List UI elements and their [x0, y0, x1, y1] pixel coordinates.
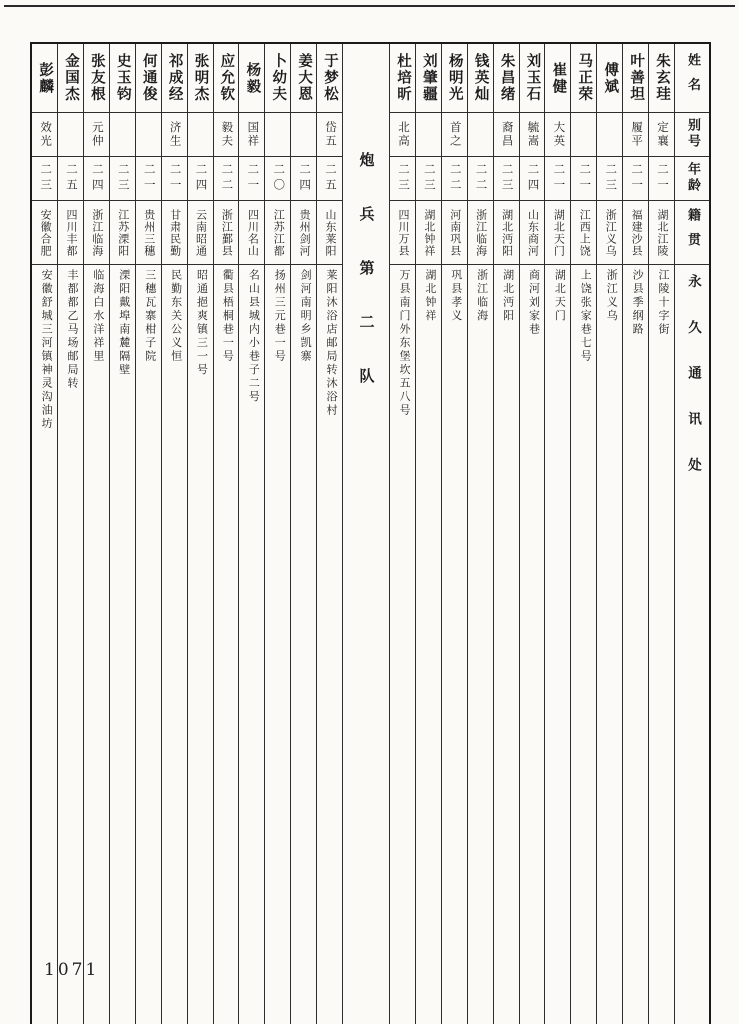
native-place-cell: 湖北沔阳: [494, 200, 519, 264]
alias-cell: [468, 112, 493, 156]
address-cell: 昭通挹爽镇三一号: [188, 264, 213, 512]
age-cell: 二一: [571, 156, 596, 200]
name-cell: 杜培昕: [394, 53, 411, 103]
address-cell: 上饶张家巷七号: [571, 264, 596, 512]
alias-cell: [571, 112, 596, 156]
name-cell: 朱玄珪: [654, 53, 670, 103]
page-top-rule: [4, 5, 735, 7]
native-place-cell: 福建沙县: [623, 200, 648, 264]
person-column: [441, 44, 467, 1024]
native-place-cell: 浙江临海: [468, 200, 493, 264]
person-column: [187, 44, 213, 1024]
age-cell: 二三: [110, 156, 135, 200]
address-cell: 民勤东关公义恒: [162, 264, 187, 512]
header-column: [674, 44, 709, 1024]
alias-cell: [58, 112, 83, 156]
alias-cell: 大英: [545, 112, 570, 156]
native-place-cell: 浙江义乌: [597, 200, 622, 264]
age-cell: 二三: [32, 156, 57, 200]
person-column: [467, 44, 493, 1024]
person-column: [135, 44, 161, 1024]
alias-cell: [597, 112, 622, 156]
age-cell: 二〇: [265, 156, 290, 200]
column-header-address-cell: 永久通讯处: [675, 264, 709, 512]
age-cell: 二一: [623, 156, 648, 200]
name-cell: 杨明光: [446, 53, 463, 103]
native-place-cell: 云南昭通: [188, 200, 213, 264]
unit-divider-column: [342, 44, 389, 1024]
name-cell: 于梦松: [322, 53, 339, 103]
age-cell: 二二: [468, 156, 493, 200]
age-cell: 二四: [291, 156, 316, 200]
native-place-cell: 贵州剑河: [291, 200, 316, 264]
alias-cell: [291, 112, 316, 156]
person-column: [648, 44, 674, 1024]
alias-cell: 北高: [390, 112, 415, 156]
address-cell: 溧阳戴埠南麓隔壁: [110, 264, 135, 512]
person-column: [32, 44, 57, 1024]
unit-divider-label: 炮兵第二队: [357, 152, 374, 422]
column-header-name-cell: 姓名: [686, 53, 701, 103]
address-cell: 巩县孝义: [442, 264, 467, 512]
person-column: [83, 44, 109, 1024]
address-cell: 浙江临海: [468, 264, 493, 512]
person-column: [57, 44, 83, 1024]
age-cell: 二二: [214, 156, 239, 200]
column-header-native-place-cell: 籍贯: [675, 200, 709, 264]
person-column: [596, 44, 622, 1024]
roster-table-top: [30, 42, 711, 1024]
alias-cell: 济生: [162, 112, 187, 156]
alias-cell: [188, 112, 213, 156]
address-cell: 万县南门外东堡坎五八号: [390, 264, 415, 512]
name-cell: 金国杰: [62, 53, 79, 103]
native-place-cell: 江苏江都: [265, 200, 290, 264]
person-column: [622, 44, 648, 1024]
age-cell: 二五: [58, 156, 83, 200]
name-cell: 祁成经: [166, 53, 183, 103]
person-column: [389, 44, 415, 1024]
address-cell: 临海白水洋祥里: [84, 264, 109, 512]
age-cell: 二四: [84, 156, 109, 200]
native-place-cell: 四川丰都: [58, 200, 83, 264]
name-cell: 刘肇疆: [420, 53, 437, 103]
name-cell: 张友根: [88, 53, 105, 103]
name-cell: 张明杰: [192, 53, 209, 103]
address-cell: 三穗瓦寨柑子院: [136, 264, 161, 512]
person-column: [415, 44, 441, 1024]
address-cell: 湖北天门: [545, 264, 570, 512]
address-cell: 湖北钟祥: [416, 264, 441, 512]
column-header-alias-cell: 别号: [675, 112, 709, 156]
native-place-cell: 贵州三穗: [136, 200, 161, 264]
native-place-cell: 四川名山: [239, 200, 264, 264]
age-cell: 二一: [239, 156, 264, 200]
native-place-cell: 湖北天门: [545, 200, 570, 264]
native-place-cell: 安徽合肥: [32, 200, 57, 264]
native-place-cell: 江西上饶: [571, 200, 596, 264]
alias-cell: 国祥: [239, 112, 264, 156]
native-place-cell: 浙江鄞县: [214, 200, 239, 264]
address-cell: 浙江义乌: [597, 264, 622, 512]
age-cell: 二一: [649, 156, 674, 200]
age-cell: 二五: [317, 156, 342, 200]
name-cell: 钱英灿: [472, 53, 489, 103]
person-column: [519, 44, 545, 1024]
name-cell: 马正荣: [576, 53, 593, 103]
name-cell: 何通俊: [140, 53, 157, 103]
person-column: [109, 44, 135, 1024]
native-place-cell: 山东莱阳: [317, 200, 342, 264]
address-cell: 剑河南明乡凯寨: [291, 264, 316, 512]
name-cell: 叶善坦: [628, 53, 645, 103]
name-cell: 彭麟: [37, 61, 54, 95]
age-cell: 二二: [442, 156, 467, 200]
alias-cell: [416, 112, 441, 156]
name-cell: 卜幼夫: [270, 53, 287, 103]
name-cell: 崔健: [550, 61, 567, 95]
age-cell: 二三: [597, 156, 622, 200]
age-cell: 二三: [416, 156, 441, 200]
address-cell: 扬州三元巷一号: [265, 264, 290, 512]
address-cell: 莱阳沐浴店邮局转沐浴村: [317, 264, 342, 512]
name-cell: 应允钦: [218, 53, 235, 103]
address-cell: 湖北沔阳: [494, 264, 519, 512]
alias-cell: 效光: [32, 112, 57, 156]
name-cell: 史玉钧: [114, 53, 131, 103]
native-place-cell: 甘肃民勤: [162, 200, 187, 264]
native-place-cell: 河南巩县: [442, 200, 467, 264]
person-column: [493, 44, 519, 1024]
address-cell: 江陵十字街: [649, 264, 674, 512]
alias-cell: 首之: [442, 112, 467, 156]
alias-cell: 毓嵩: [520, 112, 545, 156]
age-cell: 二一: [136, 156, 161, 200]
name-cell: 刘玉石: [524, 53, 541, 103]
person-column: [161, 44, 187, 1024]
name-cell: 姜大恩: [296, 53, 313, 103]
age-cell: 二四: [188, 156, 213, 200]
native-place-cell: 浙江临海: [84, 200, 109, 264]
address-cell: 名山县城内小巷子二号: [239, 264, 264, 512]
age-cell: 二三: [494, 156, 519, 200]
page-number: 1071: [44, 960, 100, 980]
address-cell: 商河刘家巷: [520, 264, 545, 512]
address-cell: 安徽舒城三河镇神灵沟油坊: [32, 264, 57, 512]
alias-cell: [265, 112, 290, 156]
person-column: [316, 44, 342, 1024]
age-cell: 二一: [162, 156, 187, 200]
person-column: [290, 44, 316, 1024]
name-cell: 杨毅: [244, 61, 261, 95]
address-cell: 丰都都乙马场邮局转: [58, 264, 83, 512]
age-cell: 二一: [545, 156, 570, 200]
native-place-cell: 山东商河: [520, 200, 545, 264]
column-header-age-cell: 年龄: [675, 156, 709, 200]
person-column: [213, 44, 239, 1024]
name-cell: 傅斌: [602, 61, 619, 95]
alias-cell: 定襄: [649, 112, 674, 156]
native-place-cell: 四川万县: [390, 200, 415, 264]
native-place-cell: 江苏溧阳: [110, 200, 135, 264]
alias-cell: 元仲: [84, 112, 109, 156]
address-cell: 沙县季纲路: [623, 264, 648, 512]
alias-cell: 毅夫: [214, 112, 239, 156]
roster-tables: [30, 42, 711, 1024]
alias-cell: 履平: [623, 112, 648, 156]
alias-cell: [110, 112, 135, 156]
alias-cell: 裔昌: [494, 112, 519, 156]
age-cell: 二四: [520, 156, 545, 200]
person-column: [544, 44, 570, 1024]
native-place-cell: 湖北钟祥: [416, 200, 441, 264]
name-cell: 朱昌绪: [498, 53, 515, 103]
alias-cell: 岱五: [317, 112, 342, 156]
age-cell: 二三: [390, 156, 415, 200]
person-column: [238, 44, 264, 1024]
native-place-cell: 湖北江陵: [649, 200, 674, 264]
person-column: [570, 44, 596, 1024]
alias-cell: [136, 112, 161, 156]
person-column: [264, 44, 290, 1024]
address-cell: 衢县梧桐巷一号: [214, 264, 239, 512]
